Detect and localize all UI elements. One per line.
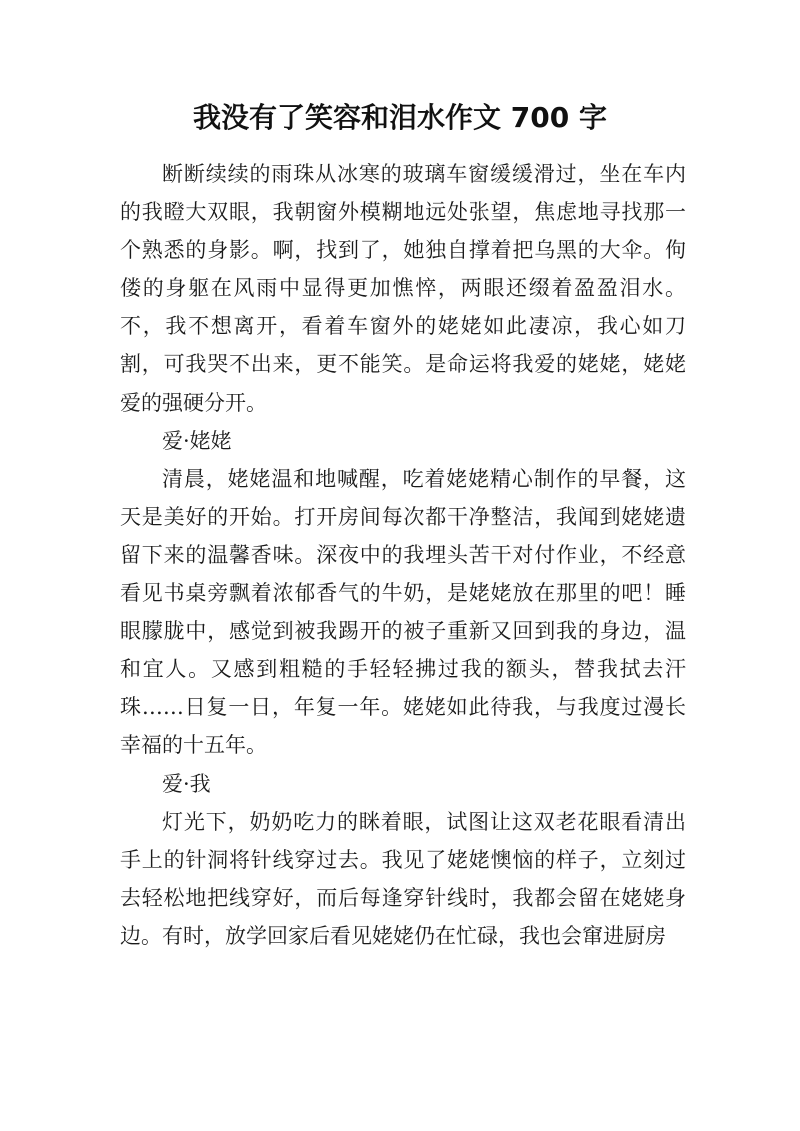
document-body <box>120 155 686 955</box>
section-heading-love-grandma: 爱·姥姥 <box>162 428 232 453</box>
paragraph-grandma-care: 清晨，姥姥温和地喊醒，吃着姥姥精心制作的早餐，这天是美好的开始。打开房间每次都干净整洁，我闻到姥姥遗留下来的温馨香味。深夜中的我埋头苦干对付作业，不经意看见书桌旁飘着浓郁香气的牛奶，是姥姥放在那里的吧！睡眼朦胧中，感觉到被我踢开的被子重新又回到我的身边，温和宜人。又感到粗糙的手轻轻拂过我的额头，替我拭去汗珠……日复一日，年复一年。姥姥如此待我，与我度过漫长幸福的十五年。 <box>120 466 686 758</box>
paragraph-farewell: 断断续续的雨珠从冰寒的玻璃车窗缓缓滑过，坐在车内的我瞪大双眼，我朝窗外模糊地远处张望，焦虑地寻找那一个熟悉的身影。啊，找到了，她独自撑着把乌黑的大伞。佝偻的身躯在风雨中显得更加憔悴，两眼还缀着盈盈泪水。不，我不想离开，看着车窗外的姥姥如此凄凉，我心如刀割，可我哭不出来，更不能笑。是命运将我爱的姥姥，姥姥爱的强硬分开。 <box>120 162 686 415</box>
document-title: 我没有了笑容和泪水作文 700 字 <box>193 101 607 134</box>
section-heading-love-me: 爱·我 <box>162 771 211 796</box>
paragraph-threading-needle: 灯光下，奶奶吃力的眯着眼，试图让这双老花眼看清出手上的针洞将针线穿过去。我见了姥姥懊恼的样子，立刻过去轻松地把线穿好，而后每逢穿针线时，我都会留在姥姥身边。有时，放学回家后看见姥姥仍在忙碌，我也会窜进厨房 <box>120 809 686 948</box>
